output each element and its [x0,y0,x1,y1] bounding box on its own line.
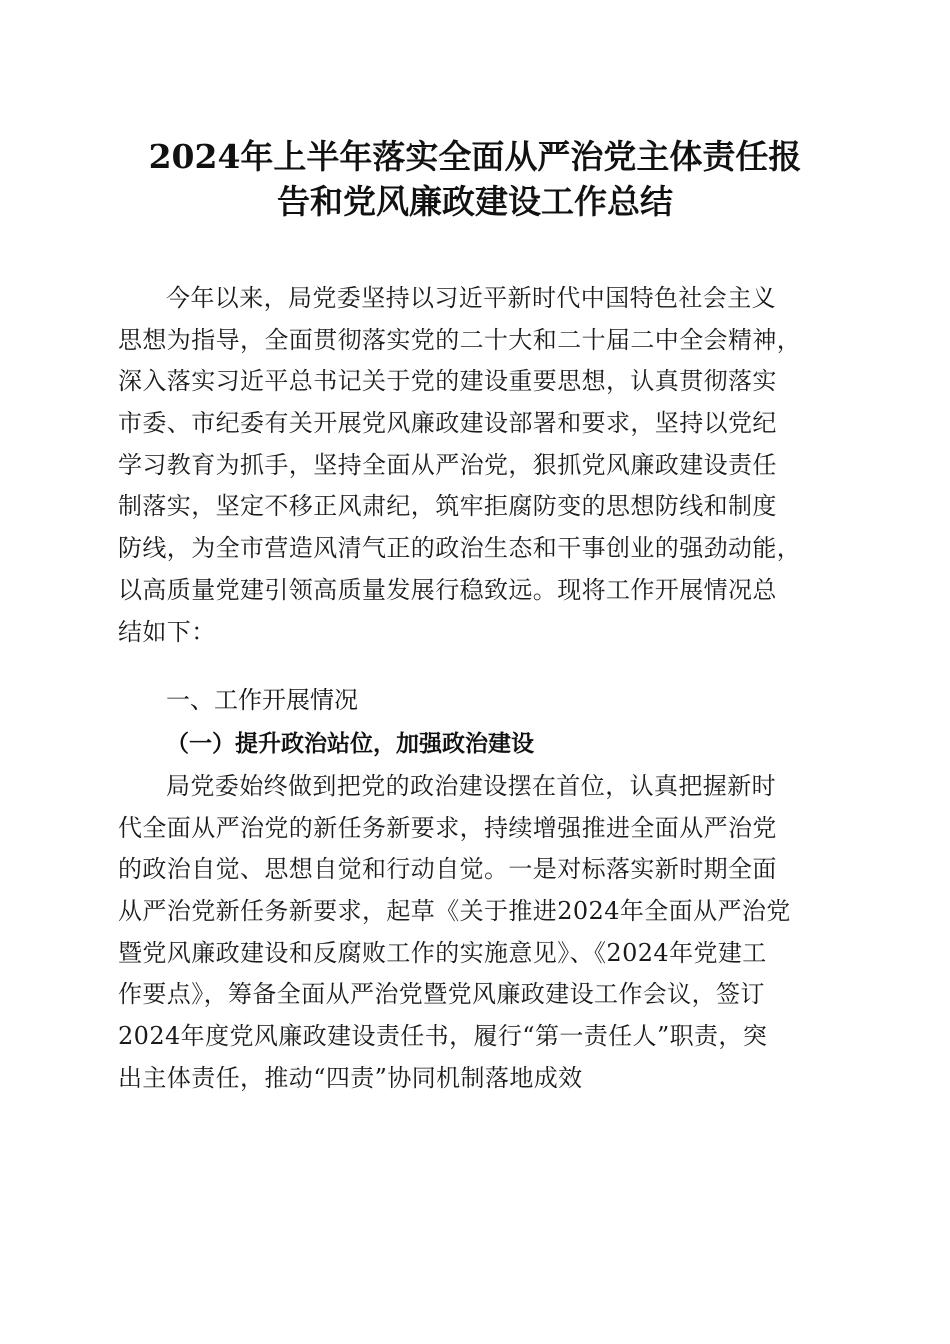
paragraph-line: 市委、市纪委有关开展党风廉政建设部署和要求，坚持以党纪 [118,409,777,438]
paragraph-line: 结如下： [118,617,216,646]
paragraph-line: 局党委始终做到把党的政治建设摆在首位，认真把握新时 [166,772,776,800]
paragraph-line: 的政治自觉、思想自觉和行动自觉。一是对标落实新时期全面 [118,855,777,884]
paragraph-line: 2024年度党风廉政建设责任书，履行“第一责任人”职责，突 [118,1022,768,1051]
section-heading: 一、工作开展情况 [166,686,358,714]
paragraph-line: 防线，为全市营造风清气正的政治生态和干事创业的强劲动能， [118,534,802,563]
paragraph-line: 深入落实习近平总书记关于党的建设重要思想，认真贯彻落实 [118,367,777,396]
document-title [100,134,850,224]
paragraph-line: 作要点》，筹备全面从严治党暨党风廉政建设工作会议，签订 [118,980,765,1009]
title-line-1: 2024年上半年落实全面从严治党主体责任报 [148,137,802,176]
paragraph-line: 从严治党新任务新要求，起草《关于推进2024年全面从严治党 [118,897,791,926]
paragraph-line: 以高质量党建引领高质量发展行稳致远。现将工作开展情况总 [118,575,777,604]
intro-paragraph [118,278,832,653]
paragraph-line: 代全面从严治党的新任务新要求，持续增强推进全面从严治党 [118,813,777,842]
title-line-2: 告和党风廉政建设工作总结 [277,182,673,221]
paragraph-line: 今年以来，局党委坚持以习近平新时代中国特色社会主义 [166,284,776,312]
paragraph-line: 学习教育为抓手，坚持全面从严治党，狠抓党风廉政建设责任 [118,450,777,479]
subsection-heading: （一）提升政治站位，加强政治建设 [166,730,534,757]
paragraph-line: 思想为指导，全面贯彻落实党的二十大和二十届二中全会精神， [118,325,802,354]
paragraph-line: 暨党风廉政建设和反腐败工作的实施意见》、《2024年党建工 [118,938,767,967]
paragraph-line: 制落实，坚定不移正风肃纪，筑牢拒腐防变的思想防线和制度 [118,492,777,521]
paragraph-line: 出主体责任，推动“四责”协同机制落地成效 [118,1063,583,1092]
section-paragraph [118,766,832,1100]
